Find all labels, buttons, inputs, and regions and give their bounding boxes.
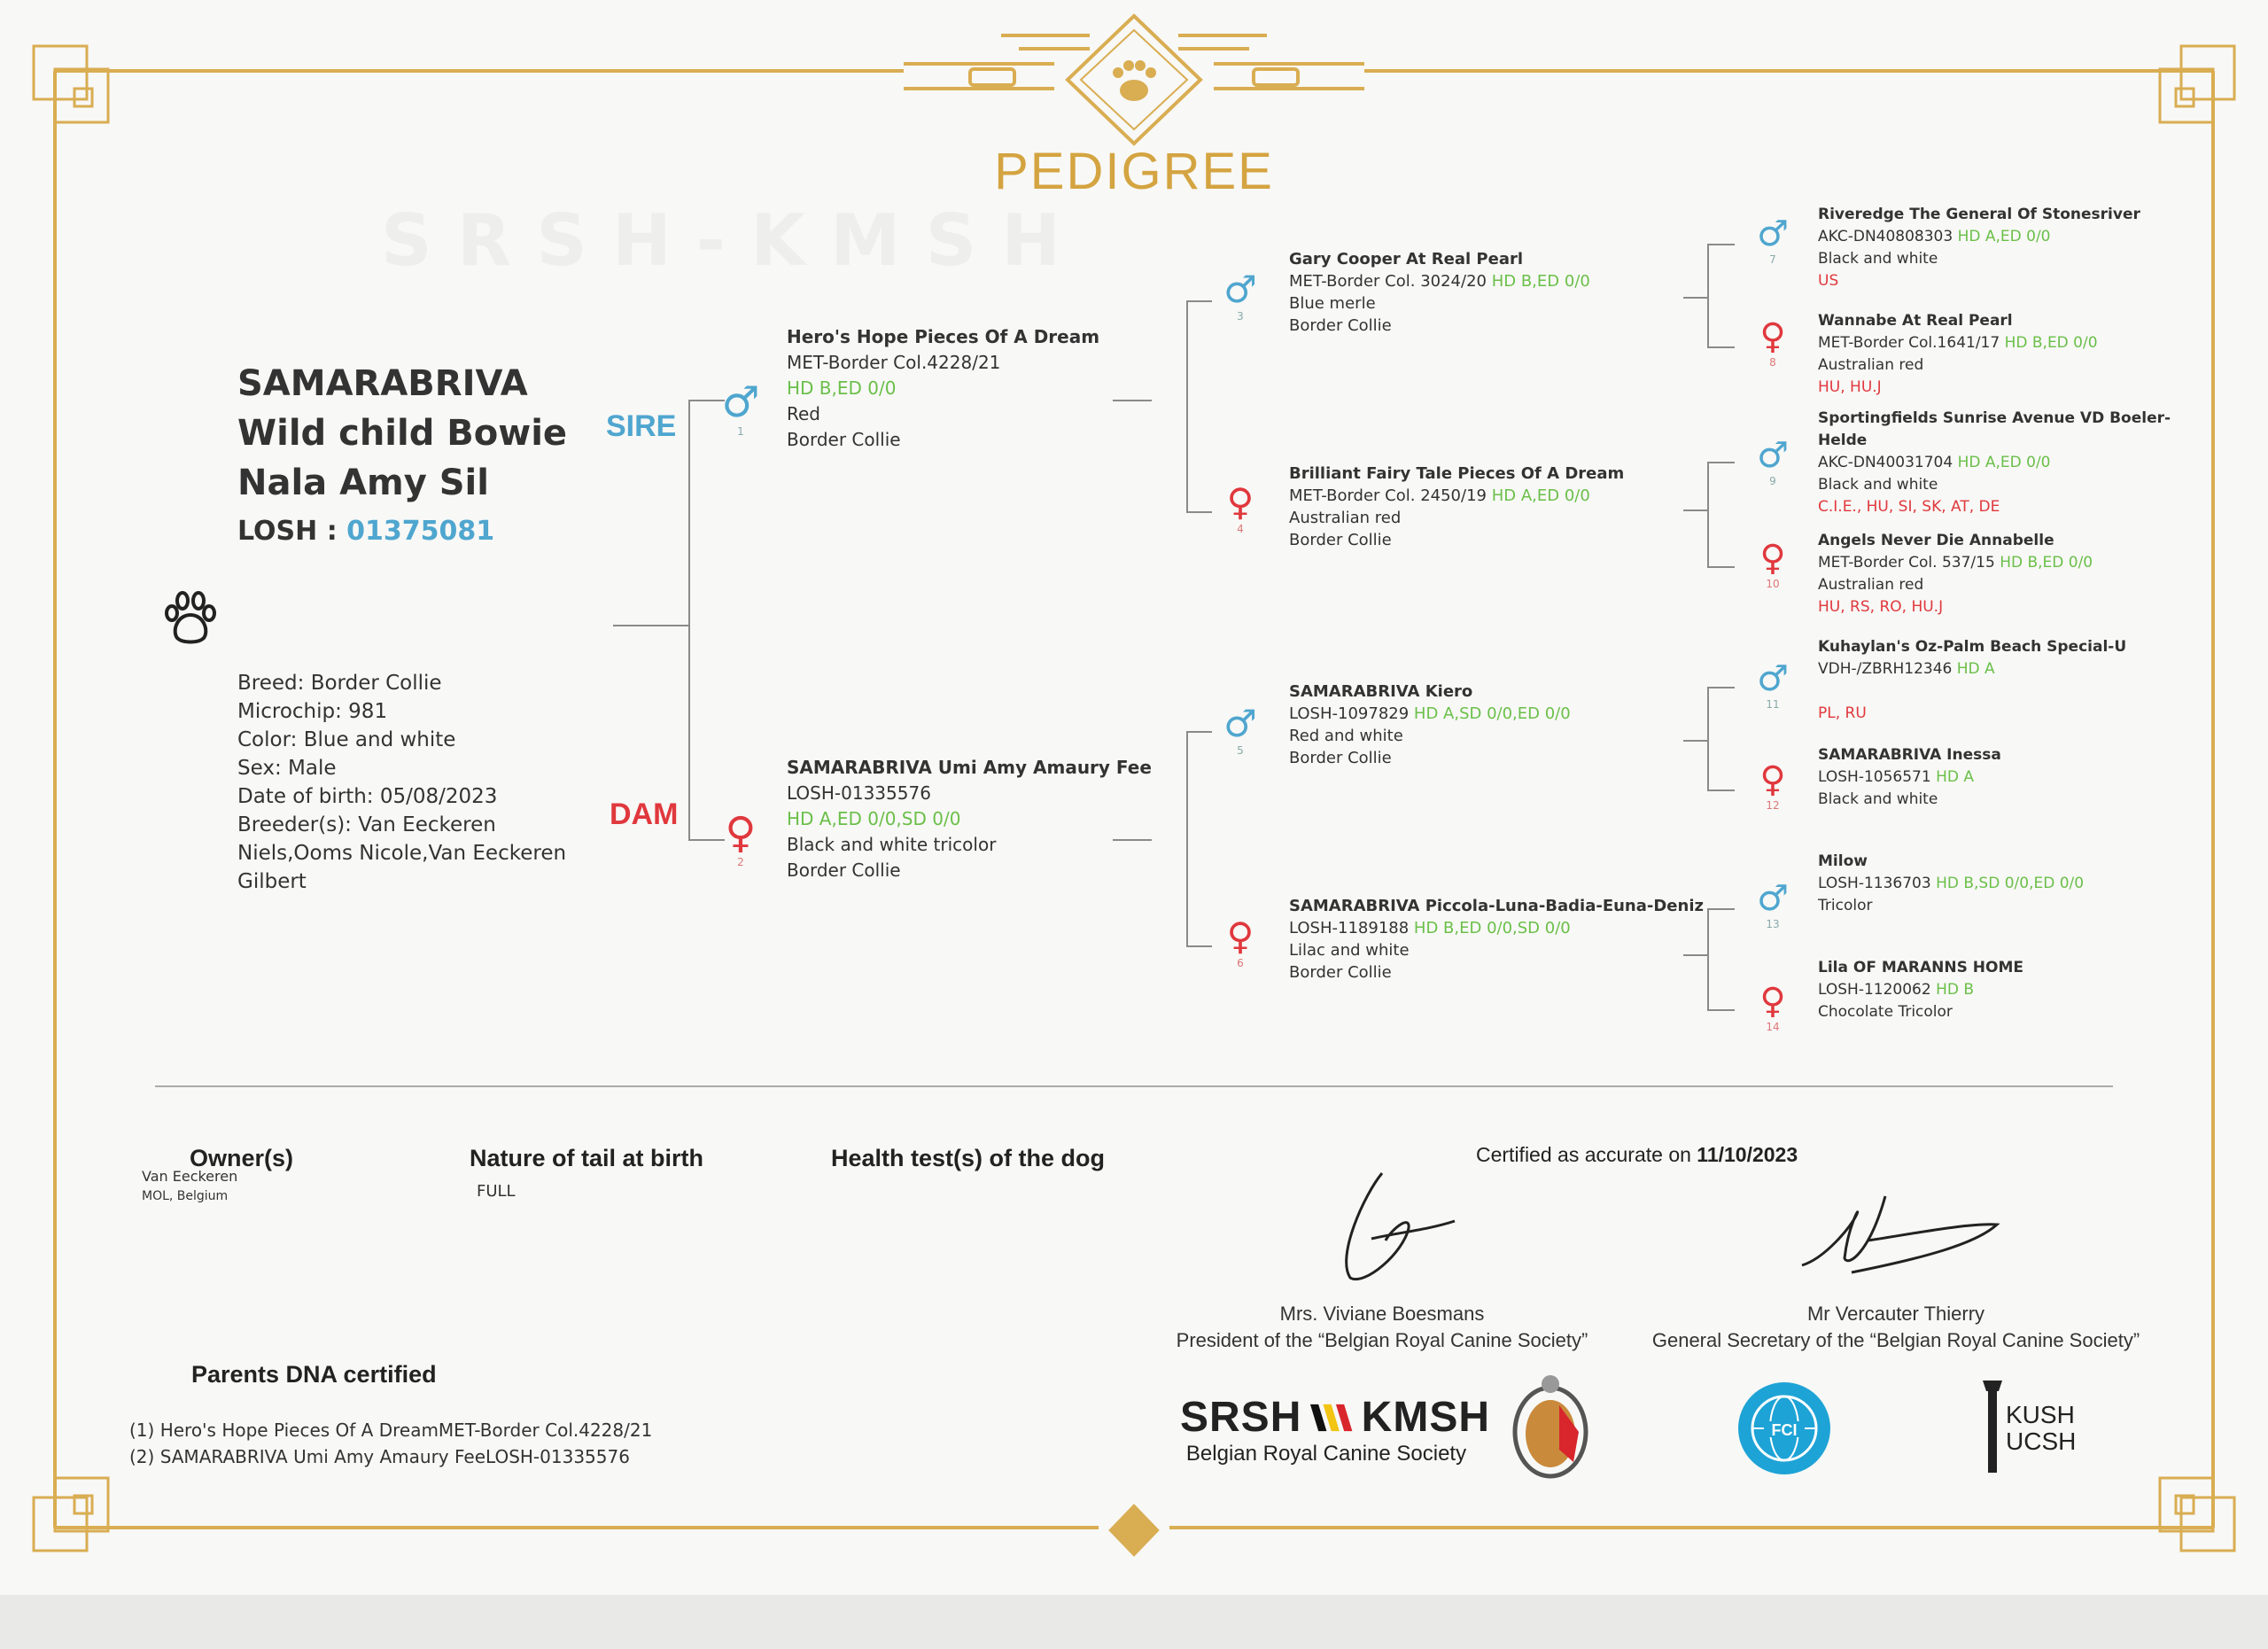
male-icon: ♂ 9: [1757, 435, 1789, 487]
srsh-kmsh-logo: SRSH KMSH Belgian Royal Canine Society: [1180, 1394, 1490, 1466]
ancestor-9: [1818, 408, 2171, 518]
ancestor-reg: MET-Border Col.4228/21: [787, 352, 1001, 373]
ancestor-reg: VDH-/ZBRH12346: [1818, 660, 1953, 678]
ancestor-health: HD B: [1936, 981, 1975, 999]
belgian-flag-stripes-icon: [1307, 1397, 1355, 1438]
ancestor-health: HD B,ED 0/0: [2004, 334, 2098, 352]
ancestor-health: HD A,SD 0/0,ED 0/0: [1413, 704, 1571, 723]
dog-name-line1: SAMARABRIVA: [237, 363, 528, 404]
ancestor-name: Gary Cooper At Real Pearl: [1289, 250, 1524, 268]
ancestor-7: [1818, 204, 2140, 292]
ancestor-color: Chocolate Tricolor: [1818, 1003, 1953, 1021]
ancestor-health: HD B,ED 0/0: [787, 377, 897, 399]
ancestor-name: Kuhaylan's Oz-Palm Beach Special-U: [1818, 638, 2127, 656]
ancestor-name: Lila OF MARANNS HOME: [1818, 959, 2024, 976]
dog-microchip: Microchip: 981: [237, 700, 388, 723]
svg-text:FCI: FCI: [1771, 1421, 1798, 1439]
ancestor-breed: Border Collie: [1289, 963, 1392, 982]
female-icon: ♀ 14: [1759, 981, 1786, 1033]
ancestor-10: [1818, 530, 2093, 618]
paw-icon: [159, 588, 221, 647]
dna-label: Parents DNA certified: [191, 1361, 437, 1388]
ancestor-reg: LOSH-1120062: [1818, 981, 1931, 999]
ancestor-health: HD B,SD 0/0,ED 0/0: [1936, 875, 2085, 892]
ancestor-health: HD A,ED 0/0: [1491, 486, 1590, 505]
owners-label: Owner(s): [190, 1145, 294, 1171]
dam-label: DAM: [610, 797, 679, 831]
ancestor-health: HD A,ED 0/0: [1957, 228, 2051, 245]
ancestor-name: Wannabe At Real Pearl: [1818, 312, 2013, 330]
certified-date: 11/10/2023: [1697, 1143, 1798, 1166]
ancestor-reg: MET-Border Col. 2450/19: [1289, 486, 1487, 505]
ancestor-color: Red: [787, 403, 820, 424]
dna-parent-1: (1) Hero's Hope Pieces Of A DreamMET-Border Col.4228/21: [129, 1420, 653, 1441]
ancestor-name: SAMARABRIVA Inessa: [1818, 746, 2001, 764]
signatory-2-name: Mr Vercauter Thierry: [1806, 1303, 1985, 1325]
ancestor-health: HD A,ED 0/0,SD 0/0: [787, 808, 961, 829]
dog-color: Color: Blue and white: [237, 728, 456, 751]
page-title: PEDIGREE: [994, 143, 1274, 200]
ancestor-health: HD A: [1936, 768, 1974, 786]
dog-breeder-line2: Niels,Ooms Nicole,Van Eeckeren: [237, 842, 567, 865]
signatory-2-title: General Secretary of the “Belgian Royal Canine Society”: [1651, 1329, 2140, 1351]
ancestor-name: SAMARABRIVA Piccola-Luna-Badia-Euna-Deniz: [1289, 897, 1704, 915]
ancestor-color: Black and white: [1818, 250, 1938, 268]
losh-label: LOSH :: [237, 516, 338, 547]
male-icon: ♂ 11: [1757, 658, 1789, 711]
male-icon: ♂ 7: [1757, 214, 1789, 266]
ancestor-name: Milow: [1818, 852, 1868, 870]
ancestor-1: [787, 324, 1099, 453]
losh-number: 01375081: [346, 516, 495, 547]
dog-sex: Sex: Male: [237, 757, 337, 780]
ancestor-breed: Border Collie: [1289, 749, 1392, 767]
ancestor-color: Lilac and white: [1289, 941, 1410, 960]
ancestor-reg: MET-Border Col. 3024/20: [1289, 272, 1487, 291]
ancestor-reg: MET-Border Col. 537/15: [1818, 554, 1995, 572]
female-icon: ♀ 2: [725, 808, 757, 868]
male-icon: ♂ 13: [1757, 878, 1789, 930]
ancestor-4: [1289, 463, 1624, 551]
ancestor-titles: C.I.E., HU, SI, SK, AT, DE: [1818, 498, 2000, 516]
owner-name: Van Eeckeren: [142, 1168, 238, 1185]
female-icon: ♀ 12: [1759, 759, 1786, 812]
ancestor-3: [1289, 248, 1590, 337]
ancestor-reg: LOSH-01335576: [787, 782, 931, 804]
ancestor-color: Australian red: [1818, 576, 1924, 594]
fci-globe-icon: [1735, 1379, 1834, 1478]
male-icon: ♂ 1: [721, 377, 760, 438]
signatory-1-title: President of the “Belgian Royal Canine Society”: [1176, 1329, 1588, 1351]
ancestor-12: [1818, 744, 2001, 811]
ancestor-color: Black and white: [1818, 476, 1938, 494]
male-icon: ♂ 5: [1223, 702, 1257, 757]
ancestor-13: [1818, 851, 2084, 917]
dog-breed: Breed: Border Collie: [237, 672, 442, 695]
ancestor-color: Australian red: [1289, 509, 1402, 527]
ancestor-color: Black and white: [1818, 790, 1938, 808]
certified-line: [1476, 1143, 1798, 1167]
watermark: SRSH-KMSH: [381, 199, 1086, 282]
ancestor-breed: Border Collie: [1289, 316, 1392, 335]
ancestor-name: SAMARABRIVA Umi Amy Amaury Fee: [787, 757, 1152, 778]
ancestor-color: Tricolor: [1818, 897, 1873, 914]
ancestor-name: Sportingfields Sunrise Avenue VD Boeler-: [1818, 409, 2171, 427]
ancestor-titles: PL, RU: [1818, 704, 1867, 722]
ancestor-2: [787, 755, 1152, 883]
ancestor-reg: LOSH-1136703: [1818, 875, 1931, 892]
ancestor-reg: AKC-DN40808303: [1818, 228, 1953, 245]
svg-text:KUSH: KUSH: [2006, 1401, 2075, 1428]
ancestor-reg: AKC-DN40031704: [1818, 454, 1953, 471]
female-icon: ♀ 8: [1759, 316, 1786, 369]
ancestor-color: Black and white tricolor: [787, 834, 997, 855]
crest-icon: [1506, 1370, 1595, 1485]
female-icon: ♀ 6: [1226, 914, 1254, 969]
dog-name-line2: Wild child Bowie: [237, 413, 568, 454]
signature-secretary: [1798, 1191, 2002, 1288]
ancestor-name: Riveredge The General Of Stonesriver: [1818, 206, 2140, 223]
ancestor-titles: HU, RS, RO, HU.J: [1818, 598, 1944, 616]
ancestor-reg: LOSH-1097829: [1289, 704, 1410, 723]
ancestor-breed: Border Collie: [787, 860, 901, 881]
ancestor-6: [1289, 895, 1704, 984]
certified-prefix: Certified as accurate on: [1476, 1143, 1697, 1166]
owner-location: MOL, Belgium: [142, 1189, 229, 1203]
ancestor-name-cont: Helde: [1818, 432, 1868, 449]
ancestor-reg: MET-Border Col.1641/17: [1818, 334, 2000, 352]
male-icon: ♂ 3: [1223, 268, 1257, 323]
ancestor-5: [1289, 681, 1571, 769]
ancestor-titles: US: [1818, 272, 1839, 290]
ancestor-health: HD A: [1956, 660, 1995, 678]
signatory-1-name: Mrs. Viviane Boesmans: [1279, 1303, 1485, 1325]
ancestor-color: Red and white: [1289, 727, 1403, 745]
ancestor-color: Blue merle: [1289, 294, 1376, 313]
dna-parent-2: (2) SAMARABRIVA Umi Amy Amaury FeeLOSH-01335576: [129, 1446, 630, 1467]
ancestor-health: HD B,ED 0/0: [1491, 272, 1590, 291]
ancestor-8: [1818, 310, 2098, 399]
ancestor-health: HD A,ED 0/0: [1957, 454, 2051, 471]
ancestor-color: Australian red: [1818, 356, 1924, 374]
ancestor-name: Hero's Hope Pieces Of A Dream: [787, 326, 1100, 347]
ancestor-titles: HU, HU.J: [1818, 378, 1882, 396]
ancestor-11: [1818, 636, 2126, 725]
ancestor-breed: Border Collie: [1289, 531, 1392, 549]
kush-ucsh-logo: [1976, 1375, 2082, 1477]
dog-name-line3: Nala Amy Sil: [237, 463, 489, 503]
health-tests-label: Health test(s) of the dog: [831, 1145, 1105, 1171]
ancestor-reg: LOSH-1189188: [1289, 919, 1410, 937]
dog-breeder-line1: Breeder(s): Van Eeckeren: [237, 813, 496, 836]
tail-value: FULL: [477, 1182, 516, 1201]
female-icon: ♀ 4: [1226, 480, 1254, 535]
ancestor-name: SAMARABRIVA Kiero: [1289, 682, 1473, 701]
tail-label: Nature of tail at birth: [470, 1145, 704, 1171]
ancestor-reg: LOSH-1056571: [1818, 768, 1931, 786]
ancestor-health: HD B,ED 0/0: [2000, 554, 2093, 572]
signature-president: [1329, 1168, 1462, 1287]
ancestor-breed: Border Collie: [787, 429, 901, 450]
ancestor-name: Angels Never Die Annabelle: [1818, 532, 2054, 549]
dog-dob: Date of birth: 05/08/2023: [237, 785, 498, 808]
dog-breeder-line3: Gilbert: [237, 870, 307, 893]
sire-label: SIRE: [606, 409, 677, 443]
dog-losh: [237, 516, 494, 547]
svg-text:UCSH: UCSH: [2006, 1427, 2077, 1455]
ancestor-health: HD B,ED 0/0,SD 0/0: [1413, 919, 1571, 937]
ancestor-14: [1818, 957, 2023, 1023]
ancestor-name: Brilliant Fairy Tale Pieces Of A Dream: [1289, 464, 1625, 483]
female-icon: ♀ 10: [1759, 538, 1786, 590]
